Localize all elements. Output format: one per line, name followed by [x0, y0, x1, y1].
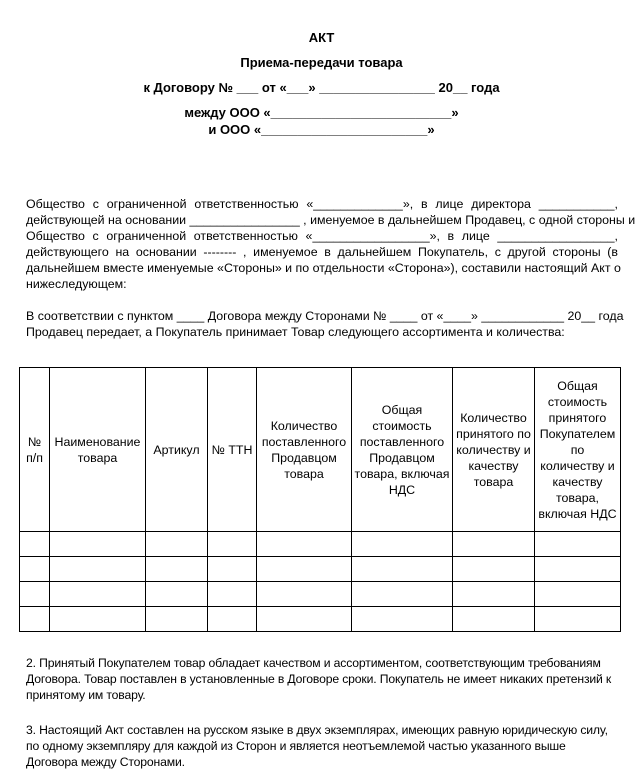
table-cell[interactable]	[352, 582, 453, 607]
clause-1-line: Продавец передает, а Покупатель принимает Товар следующего ассортимента и количества:	[26, 325, 565, 339]
intro-line: действующей на основании ________________ , именуемое в дальнейшем Продавец, с одной стороны и	[26, 213, 636, 227]
table-cell[interactable]	[352, 607, 453, 632]
table-row	[20, 607, 621, 632]
table-cell[interactable]	[535, 582, 621, 607]
intro-line: Общество с ограниченной ответственностью «_________________», в лице _________________,	[26, 229, 618, 243]
table-cell[interactable]	[535, 557, 621, 582]
intro-line: действующего на основании -------- , именуемое в дальнейшем Покупатель, с другой стороны (в	[26, 245, 618, 259]
column-header: Артикул	[146, 368, 208, 532]
table-cell[interactable]	[208, 532, 257, 557]
intro-line: Общество с ограниченной ответственностью «_____________», в лице директора ___________,	[26, 197, 618, 211]
column-header: № ТТН	[208, 368, 257, 532]
column-header: Количество поставленного Продавцом товара	[257, 368, 352, 532]
table-cell[interactable]	[50, 607, 146, 632]
table-cell[interactable]	[453, 532, 535, 557]
table-cell[interactable]	[50, 532, 146, 557]
table-cell[interactable]	[50, 582, 146, 607]
column-header: Количество принятого по количеству и качеству товара	[453, 368, 535, 532]
table-cell[interactable]	[20, 607, 50, 632]
contract-reference: к Договору № ___ от «___» ________________ 20__ года	[143, 80, 500, 95]
clause-1-line: В соответствии с пунктом ____ Договора между Сторонами № ____ от «____» ____________ 20__ года	[26, 309, 624, 323]
column-header: № п/п	[20, 368, 50, 532]
goods-table	[19, 367, 621, 632]
table-row	[20, 582, 621, 607]
table-cell[interactable]	[535, 607, 621, 632]
clause-3-paragraph: 3. Настоящий Акт составлен на русском языке в двух экземплярах, имеющих равную юридическую силу, по одному экземпляру для каждой из Сторон и является неотъемлемой частью указанного выше Договора между Сторонами.	[26, 723, 608, 769]
table-cell[interactable]	[20, 557, 50, 582]
parties-line-1: между ООО «_________________________»	[184, 105, 459, 120]
clause-2-paragraph: 2. Принятый Покупателем товар обладает качеством и ассортиментом, соответствующим требованиям Договора. Товар поставлен в установленные в Договоре сроки. Покупатель не имеет никаких претензий к принятому им товару.	[26, 656, 612, 702]
table-cell[interactable]	[146, 607, 208, 632]
table-header-row	[20, 368, 621, 532]
intro-paragraph	[26, 196, 636, 292]
parties-line-2: и ООО «_______________________»	[208, 122, 435, 137]
table-cell[interactable]	[208, 607, 257, 632]
table-cell[interactable]	[257, 557, 352, 582]
table-cell[interactable]	[257, 607, 352, 632]
table-cell[interactable]	[146, 582, 208, 607]
intro-line: дальнейшем вместе именуемые «Стороны» и по отдельности «Сторона»), составили настоящий Акт о	[26, 261, 621, 275]
table-cell[interactable]	[352, 557, 453, 582]
table-row	[20, 532, 621, 557]
table-cell[interactable]	[208, 557, 257, 582]
column-header: Общая стоимость принятого Покупателем по количеству и качеству товара, включая НДС	[535, 368, 621, 532]
table-cell[interactable]	[20, 532, 50, 557]
table-cell[interactable]	[352, 532, 453, 557]
table-cell[interactable]	[453, 582, 535, 607]
document-title: АКТ	[308, 30, 335, 45]
table-cell[interactable]	[257, 582, 352, 607]
table-cell[interactable]	[535, 532, 621, 557]
table-cell[interactable]	[453, 607, 535, 632]
table-cell[interactable]	[257, 532, 352, 557]
column-header: Общая стоимость поставленного Продавцом товара, включая НДС	[352, 368, 453, 532]
column-header: Наименование товара	[50, 368, 146, 532]
table-cell[interactable]	[208, 582, 257, 607]
table-cell[interactable]	[20, 582, 50, 607]
table-cell[interactable]	[453, 557, 535, 582]
intro-line: нижеследующем:	[26, 277, 127, 291]
document-subtitle: Приема-передачи товара	[240, 55, 403, 70]
table-row	[20, 557, 621, 582]
table-cell[interactable]	[146, 532, 208, 557]
table-cell[interactable]	[50, 557, 146, 582]
table-cell[interactable]	[146, 557, 208, 582]
clause-1-paragraph	[26, 308, 624, 340]
